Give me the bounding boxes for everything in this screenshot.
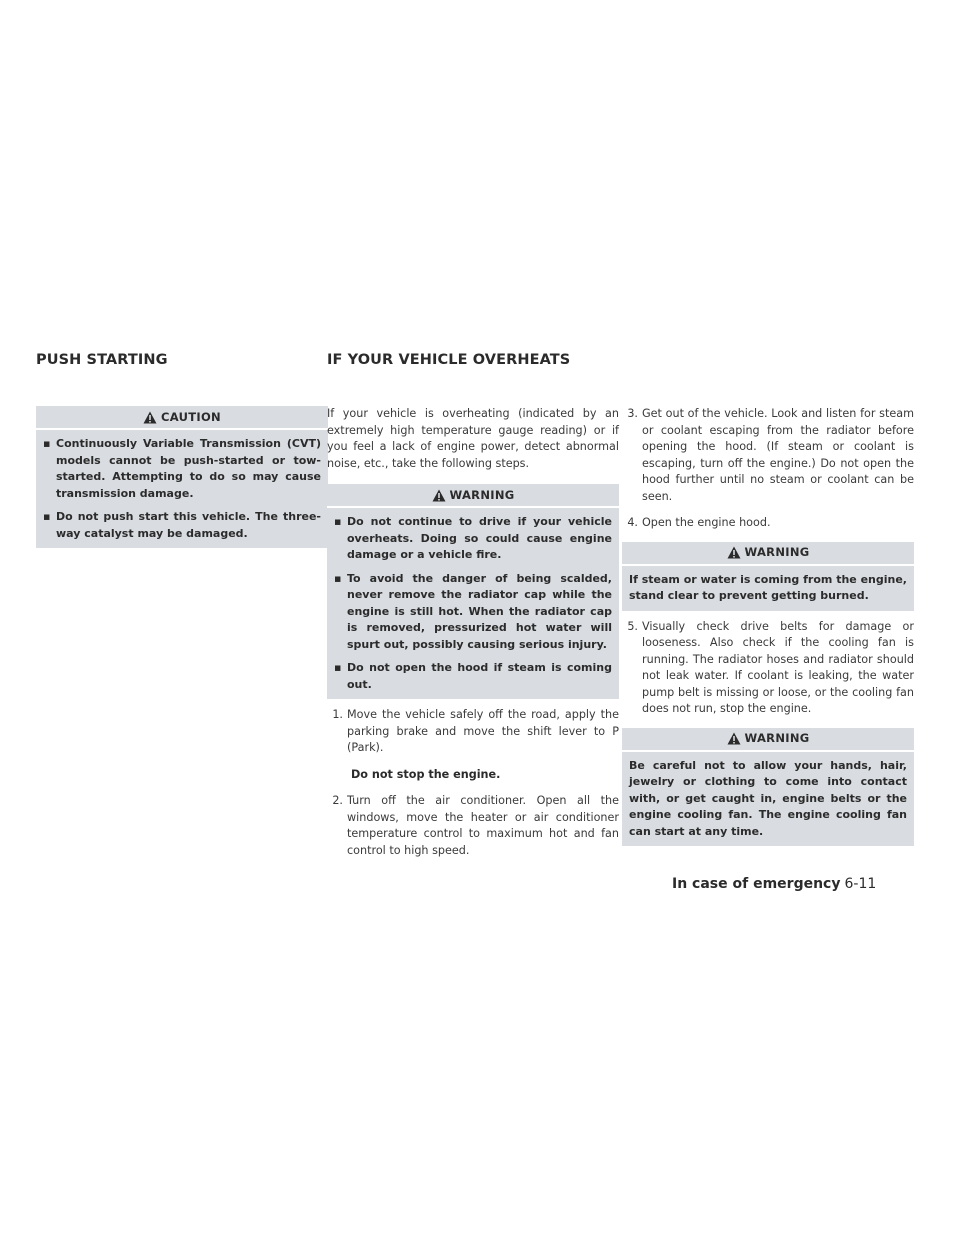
step-1: 1. Move the vehicle safely off the road, apply the parking brake and move the shift lever to P (Park). <box>332 708 619 754</box>
intro-paragraph: If your vehicle is overheating (indicated by an extremely high temperature gauge reading) or if you feel a lack of engine power, detect abnormal noise, etc., take the following steps. <box>327 407 619 470</box>
caution-bullet: ▪ Continuously Variable Transmission (CVT) models cannot be push-started or tow-started. Attempting to do so may cause transmission damage. <box>43 437 321 500</box>
warning-bullet: ▪ To avoid the danger of being scalded, never remove the radiator cap while the engine is still hot. When the radiator cap is removed, pressurized hot water will spurt out, possibly causing serious injury. <box>334 571 612 651</box>
caution-box <box>36 406 328 548</box>
page-footer <box>672 876 876 892</box>
caution-title: CAUTION <box>161 409 221 424</box>
warning-box-3 <box>622 728 914 847</box>
column-left <box>36 406 328 556</box>
warning-box-2 <box>622 542 914 611</box>
warning-box-1 <box>327 484 619 699</box>
warning-body <box>327 508 619 699</box>
caution-bullet: ▪ Do not push start this vehicle. The three-way catalyst may be damaged. <box>43 510 321 540</box>
section-heading-overheats: IF YOUR VEHICLE OVERHEATS <box>327 352 571 368</box>
warning-bullet: ▪ Do not open the hood if steam is coming out. <box>334 661 612 691</box>
caution-header <box>36 406 328 428</box>
warning-body: If steam or water is coming from the engine, stand clear to prevent getting burned. <box>629 572 907 602</box>
step-5: 5. Visually check drive belts for damage or looseness. Also check if the cooling fan is running. The radiator hoses and radiator should not leak water. If coolant is leaking, the water pump belt is missing or loose, or the cooling fan does not run, stop the engine. <box>627 619 914 715</box>
page-number: 6-11 <box>844 876 877 892</box>
warning-triangle-icon <box>432 489 446 502</box>
step-4: 4. Open the engine hood. <box>627 516 771 529</box>
warning-triangle-icon <box>143 411 157 424</box>
step-3: 3. Get out of the vehicle. Look and listen for steam or coolant escaping from the radiator before opening the hood. (If steam or coolant is escaping, turn off the engine.) Do not open the hood further until no steam or coolant can be seen. <box>627 407 914 503</box>
warning-title: WARNING <box>449 487 515 502</box>
warning-header <box>622 728 914 750</box>
column-right <box>622 406 914 854</box>
section-heading-push-starting: PUSH STARTING <box>36 352 168 368</box>
warning-triangle-icon <box>727 546 741 559</box>
footer-section-title: In case of emergency <box>672 876 841 892</box>
column-middle <box>327 406 619 869</box>
warning-header <box>622 542 914 564</box>
warning-title: WARNING <box>744 545 810 560</box>
warning-triangle-icon <box>727 732 741 745</box>
step-2: 2. Turn off the air conditioner. Open all the windows, move the heater or air conditioner temperature control to maximum hot and fan control to high speed. <box>332 794 619 857</box>
warning-body: Be careful not to allow your hands, hair, jewelry or clothing to come into contact with, or get caught in, engine belts or the engine cooling fan. The engine cooling fan can start at any time. <box>629 758 907 838</box>
warning-bullet: ▪ Do not continue to drive if your vehicle overheats. Doing so could cause engine damage or a vehicle fire. <box>334 515 612 561</box>
caution-body <box>36 430 328 548</box>
warning-title: WARNING <box>744 731 810 746</box>
step-1-note: Do not stop the engine. <box>351 767 501 781</box>
warning-header <box>327 484 619 506</box>
